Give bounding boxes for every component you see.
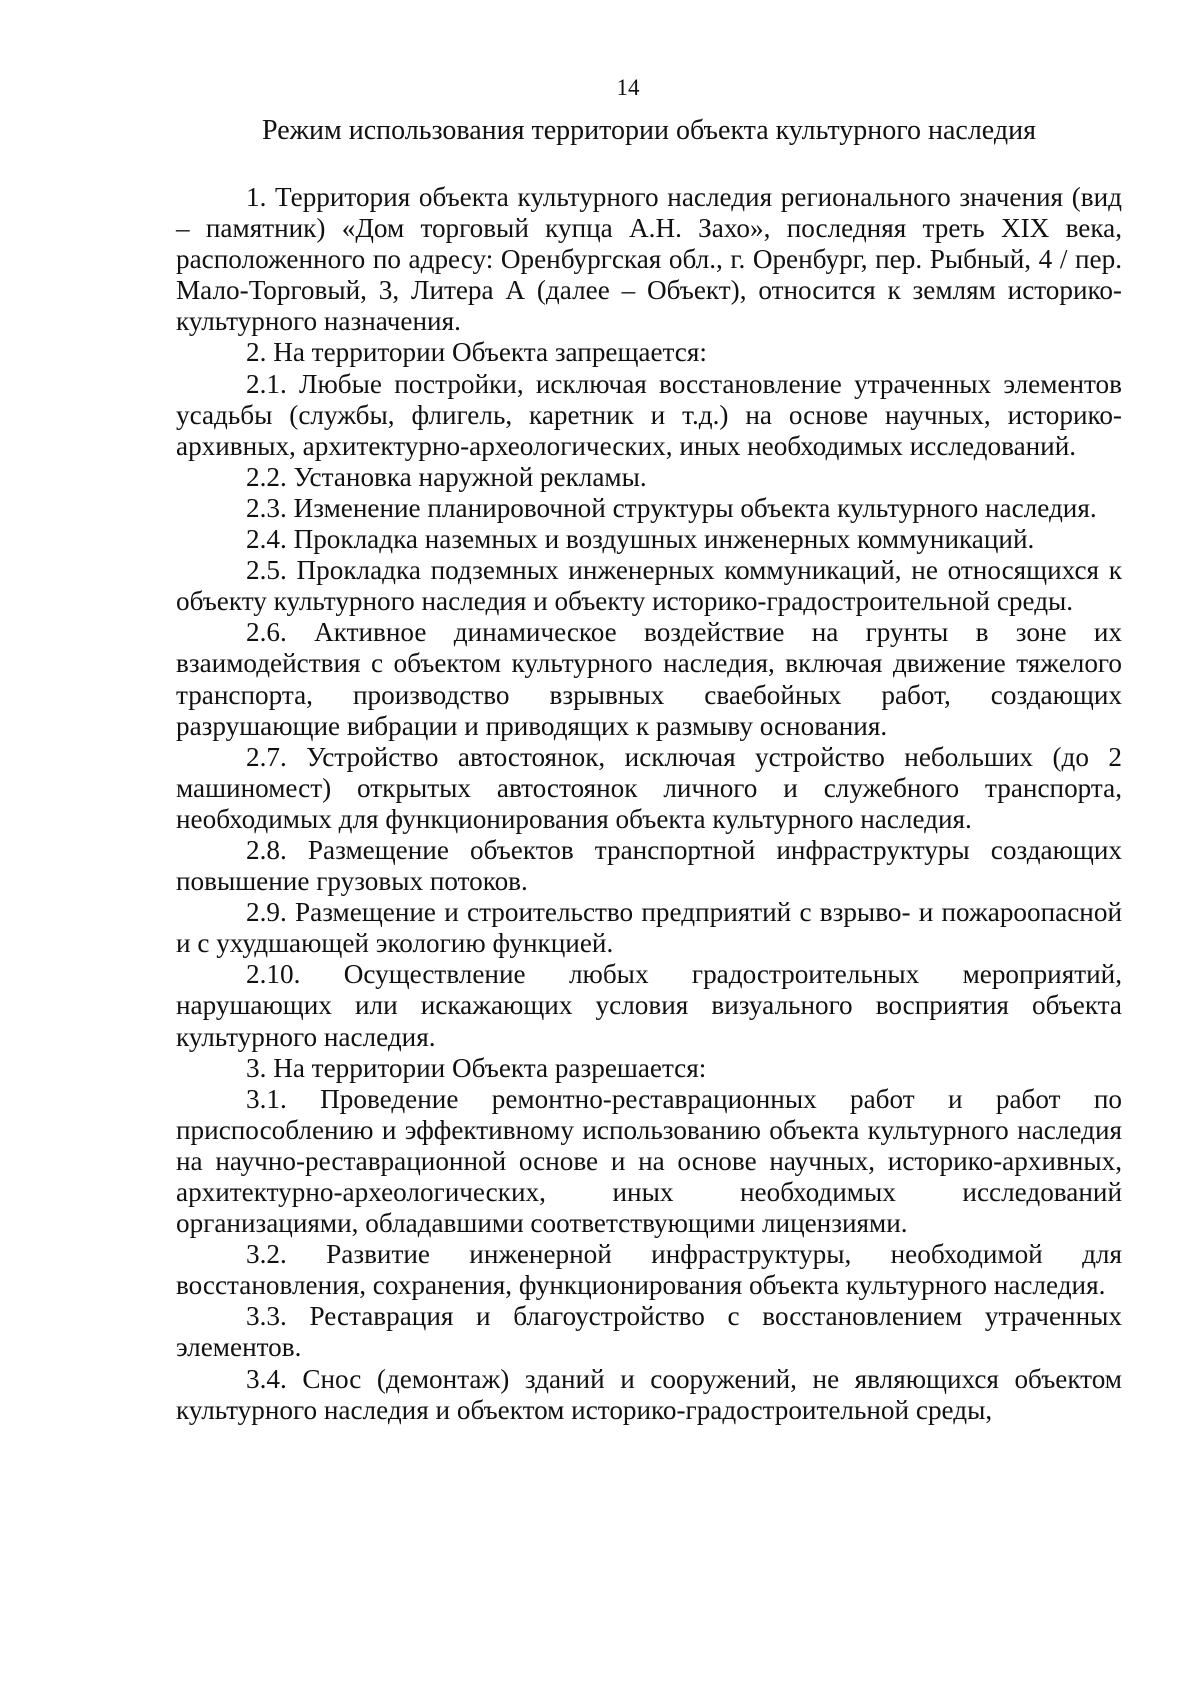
paragraph: 2.2. Установка наружной рекламы. xyxy=(246,461,647,492)
paragraph: 2.8. Размещение объектов транспортной инфраструктуры создающих повышение грузовых потоков. xyxy=(176,834,1122,897)
paragraph: 3.1. Проведение ремонтно-реставрационных работ и работ по приспособлению и эффективному использованию объекта культурного наследия на научно-реставрационной основе и на основе научных, историко-архивных, архитектурно-археологических, иных необходимых исследований организациями, обладавшими соответствующими лицензиями. xyxy=(176,1083,1122,1239)
paragraph: 3.4. Снос (демонтаж) зданий и сооружений, не являющихся объектом культурного наследия и объектом историко-градостроительной среды, xyxy=(176,1363,1122,1425)
paragraph: 2.7. Устройство автостоянок, исключая устройство небольших (до 2 машиномест) открытых автостоянок личного и служебного транспорта, необходимых для функционирования объекта культурного наследия. xyxy=(176,741,1122,834)
paragraph: 2.10. Осуществление любых градостроительных мероприятий, нарушающих или искажающих условия визуального восприятия объекта культурного наследия. xyxy=(176,959,1122,1052)
paragraph: 2.1. Любые постройки, исключая восстановление утраченных элементов усадьбы (службы, флигель, каретник и т.д.) на основе научных, историко-архивных, архитектурно-археологических, иных необходимых исследований. xyxy=(176,368,1122,461)
paragraph: 2. На территории Объекта запрещается: xyxy=(246,337,707,368)
page-number: 14 xyxy=(616,75,640,100)
paragraph: 1. Территория объекта культурного наследия регионального значения (вид – памятник) «Дом торговый купца А.Н. Захо», последняя треть XIX века, расположенного по адресу: Оренбургская обл., г. Оренбург, пер. Рыбный, 4 / пер. Мало-Торговый, 3, Литера А (далее – Объект), относится к землям историко-культурного назначения. xyxy=(176,182,1122,337)
paragraph: 3.2. Развитие инженерной инфраструктуры, необходимой для восстановления, сохранения, функционирования объекта культурного наследия. xyxy=(176,1239,1122,1301)
paragraph: 2.5. Прокладка подземных инженерных коммуникаций, не относящихся к объекту культурного наследия и объекту историко-градостроительной среды. xyxy=(176,555,1122,617)
document-body xyxy=(176,182,1122,1426)
paragraph: 2.6. Активное динамическое воздействие на грунты в зоне их взаимодействия с объектом культурного наследия, включая движение тяжелого транспорта, производство взрывных сваебойных работ, создающих разрушающие вибрации и приводящих к размыву основания. xyxy=(176,617,1122,741)
paragraph: 2.4. Прокладка наземных и воздушных инженерных коммуникаций. xyxy=(246,524,1035,555)
paragraph: 2.3. Изменение планировочной структуры объекта культурного наследия. xyxy=(246,492,1097,523)
paragraph: 3.3. Реставрация и благоустройство с восстановлением утраченных элементов. xyxy=(176,1301,1122,1363)
paragraph: 2.9. Размещение и строительство предприятий с взрыво- и пожароопасной и с ухудшающей экологию функцией. xyxy=(176,897,1122,959)
paragraph: 3. На территории Объекта разрешается: xyxy=(246,1052,707,1083)
document-title: Режим использования территории объекта культурного наследия xyxy=(262,115,1036,146)
